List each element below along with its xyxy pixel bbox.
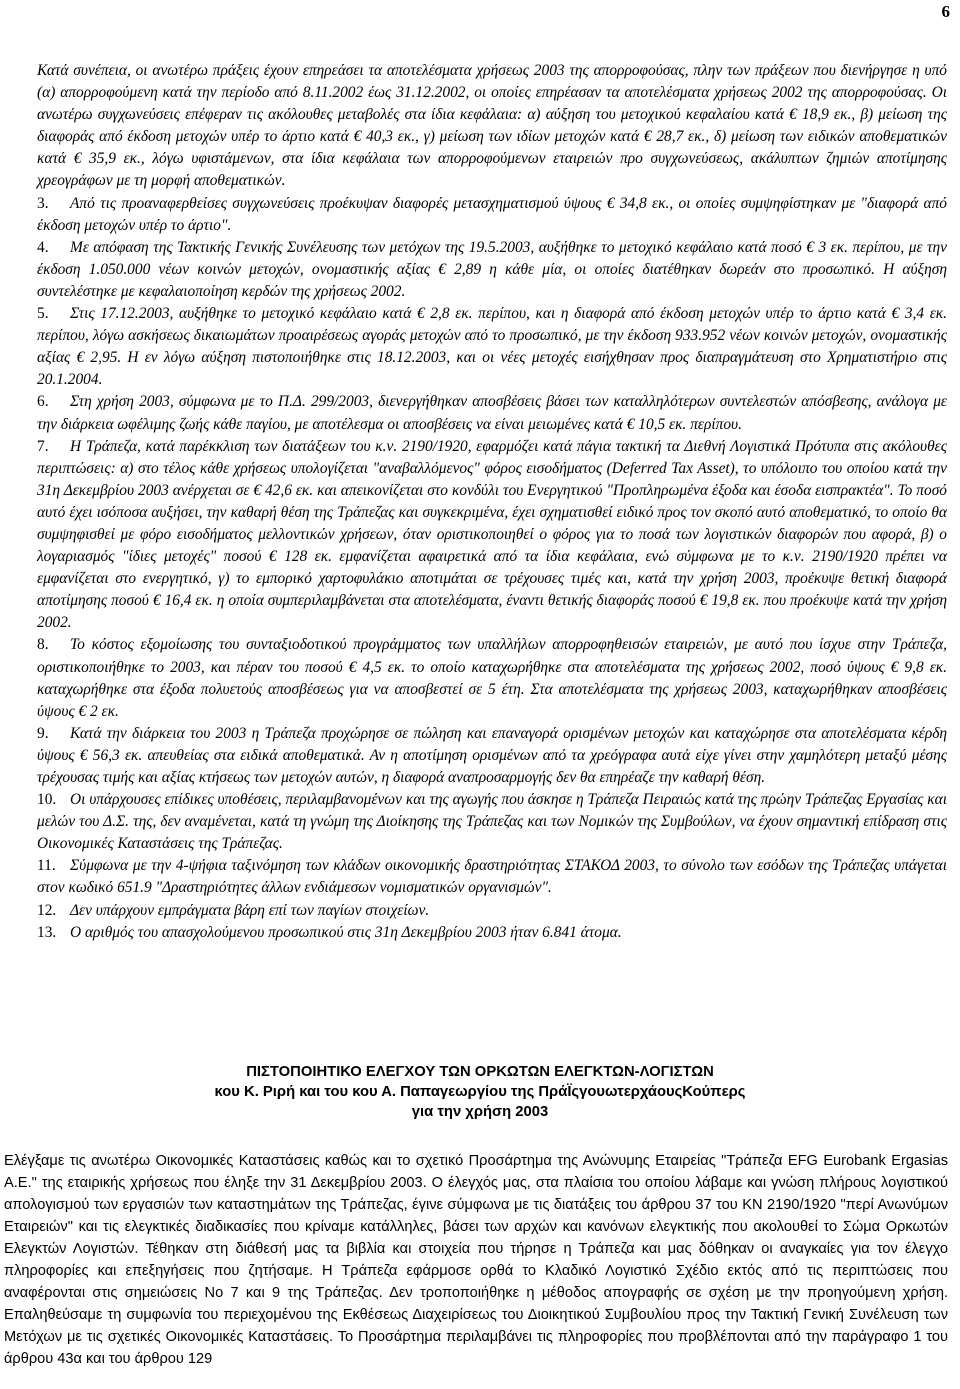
item-text: Το κόστος εξομοίωσης του συνταξιοδοτικού προγράμματος των υπαλλήλων απορροφηθεισών εταιρειών, με αυτό που ίσχυε στην Τράπεζα, οριστικοποιήθηκε το 2003, και πέραν του ποσού € 4,5 εκ. το οποίο καταχωρήθηκε στα αποτελέσματα της χρήσεως 2002, ποσό ύψους € 9,8 εκ. καταχωρήθηκε στα έξοδα πολυετούς αποσβέσεως για να αποσβεστεί σε 5 έτη. Στα αποτελέσματα της χρήσεως 2003, καταχωρήθηκαν αποσβέσεις ύψους € 2 εκ. — [37, 636, 947, 720]
list-item — [37, 193, 947, 237]
item-text: Κατά την διάρκεια του 2003 η Τράπεζα προχώρησε σε πώληση και επαναγορά ορισμένων μετοχών και καταχώρησε στα αποτελέσματα κέρδη ύψους € 56,3 εκ. απευθείας στα ειδικά αποθεματικά. Αν η αποτίμηση ορισμένων από τα χρεόγραφα αυτά είχε γίνει στην χαμηλότερη μεταξύ μέσης τρέχουσας τιμής και αξίας κτήσεως των μετοχών αυτών, η διαφορά αναπροσαρμογής δεν θα επηρέαζε την καθαρή θέση. — [37, 724, 947, 786]
list-item — [37, 634, 947, 722]
item-text: Η Τράπεζα, κατά παρέκκλιση των διατάξεων του κ.ν. 2190/1920, εφαρμόζει κατά πάγια τακτική τα Διεθνή Λογιστικά Πρότυπα στις ακόλουθες περιπτώσεις: α) στο τέλος κάθε χρήσεως υπολογίζεται "αναβαλλόμενος" φόρος εισοδήματος (Deferred Tax Asset), το υπόλοιπο του οποίου κατά την 31η Δεκεμβρίου 2003 ανέρχεται σε € 42,6 εκ. και απεικονίζεται στο κονδύλι του Ενεργητικού "Προπληρωμένα έξοδα και έσοδα εισπρακτέα". Το ποσό αυτό έχει ισόποσα αυξήσει, την καθαρή θέση της Τράπεζας και συγκεκριμένα, έχει σχηματισθεί ειδικό προς τον σκοπό αυτό αποθεματικό, το οποίο θα συμψηφισθεί με φόρο εισοδήματος μελλοντικών χρήσεων, όταν οριστικοποιηθεί ο φόρος για το ποσά των λογιστικών διαφορών που αφορά, β) ο λογαριασμός "ίδιες μετοχές" ποσού € 128 εκ. εμφανίζεται αφαιρετικά από τα ίδια κεφάλαια, ενώ σύμφωνα με το κ.ν. 2190/1920 πρέπει να εμφανίζεται στο ενεργητικό, γ) το εμπορικό χαρτοφυλάκιο αποτιμάται σε τρέχουσες τιμές και, κατά την χρήση 2003, προέκυψε θετική διαφορά αποτίμησης ποσού € 16,4 εκ. η οποία συμπεριλαμβάνεται στα αποτελέσματα, έναντι θετικής διαφοράς ποσού € 19,8 εκ. που προέκυψε κατά την χρήση 2002. — [37, 437, 947, 632]
certificate-heading — [0, 1062, 960, 1122]
notes-section — [37, 60, 947, 944]
item-text: Στις 17.12.2003, αυξήθηκε το μετοχικό κεφάλαιο κατά € 2,8 εκ. περίπου, και η διαφορά από έκδοση μετοχών υπέρ το άρτιο κατά € 3,4 εκ. περίπου, λόγω ασκήσεως δικαιωμάτων προαιρέσεως αγοράς μετοχών από το προσωπικό, με την έκδοση 933.952 νέων κοινών μετοχών, ονομαστικής αξίας € 2,95. Η εν λόγω αύξηση πιστοποιήθηκε στις 18.12.2003, και οι νέες μετοχές εισήχθησαν προς διαπραγμάτευση στο Χρηματιστήριο στις 20.1.2004. — [37, 305, 947, 389]
item-text: Από τις προαναφερθείσες συγχωνεύσεις προέκυψαν διαφορές μετασχηματισμού ύψους € 34,8 εκ., οι οποίες συμψηφίστηκαν με "διαφορά από έκδοση μετοχών υπέρ το άρτιο". — [37, 194, 947, 234]
item-text: Στη χρήση 2003, σύμφωνα με το Π.Δ. 299/2003, διενεργήθηκαν αποσβέσεις βάσει των καταλληλότερων συντελεστών απόσβεσης, ανάλογα με την διάρκεια ωφέλιμης ζωής κάθε παγίου, με αποτέλεσμα οι αποσβέσεις να είναι μειωμένες κατά € 10,5 εκ. περίπου. — [37, 393, 947, 433]
item-number: 8. — [37, 636, 49, 654]
item-number: 3. — [37, 194, 49, 212]
item-text: Δεν υπάρχουν εμπράγματα βάρη επί των παγίων στοιχείων. — [70, 901, 430, 919]
page-number: 6 — [941, 2, 950, 21]
item-text: Σύμφωνα με την 4-ψήφια ταξινόμηση των κλάδων οικονομικής δραστηριότητας ΣΤΑΚΟΔ 2003, το σύνολο των εσόδων της Τράπεζας υπάγεται στον κωδικό 651.9 "Δραστηριότητες άλλων ενδιάμεσων νομισματικών οργανισμών". — [37, 857, 947, 897]
fiscal-year-line: για την χρήση 2003 — [411, 1104, 549, 1120]
list-item — [37, 237, 947, 303]
list-item — [37, 723, 947, 789]
item-text: Ο αριθμός του απασχολούμενου προσωπικού στις 31η Δεκεμβρίου 2003 ήταν 6.841 άτομα. — [70, 923, 622, 941]
item-number: 7. — [37, 437, 49, 455]
item-number: 4. — [37, 238, 49, 256]
list-item — [37, 303, 947, 391]
intro-paragraph: Κατά συνέπεια, οι ανωτέρω πράξεις έχουν επηρεάσει τα αποτελέσματα χρήσεως 2003 της απορροφούσας, πλην των πράξεων που διενήργησε η υπό (α) απορροφούμενη κατά την περίοδο από 8.11.2002 έως 31.12.2002, οι οποίες επηρέασαν τα αποτελέσματα χρήσεως 2002 της απορροφούσας. Οι ανωτέρω συγχωνεύσεις επέφεραν τις ακόλουθες μεταβολές στα ίδια κεφάλαια: α) αύξηση του μετοχικού κεφαλαίου κατά € 18,9 εκ., β) μείωση της διαφοράς από έκδοση μετοχών υπέρ το άρτιο κατά € 40,3 εκ., γ) μείωση των ιδίων μετοχών κατά € 28,7 εκ., δ) μείωση των ειδικών αποθεματικών κατά € 35,9 εκ., λόγω υφιστάμενων, στα ίδια κεφάλαια των απορροφούμενων εταιρειών προ συγχωνεύσεως, ακάλυπτων ζημιών αποτίμησης χρεογράφων με τη μορφή αποθεματικών. — [37, 62, 947, 190]
audit-report-body: Ελέγξαμε τις ανωτέρω Οικονομικές Καταστάσεις καθώς και το σχετικό Προσάρτημα της Ανώνυμης Εταιρείας "Τράπεζα EFG Eurobank Ergasias Α.Ε." της εταιρικής χρήσεως που έληξε την 31 Δεκεμβρίου 2003. Ο έλεγχός μας, στα πλαίσια του οποίου λάβαμε και γνώση πλήρους λογιστικού απολογισμού των εργασιών των καταστημάτων της Τράπεζας, έγινε σύμφωνα με τις διατάξεις του άρθρου 37 του ΚΝ 2190/1920 "περί Ανωνύμων Εταιρειών" και τις ελεγκτικές διαδικασίες που κρίναμε κατάλληλες, βάσει των αρχών και κανόνων ελεγκτικής που ακολουθεί το Σώμα Ορκωτών Ελεγκτών Λογιστών. Τέθηκαν στη διάθεσή μας τα βιβλία και στοιχεία που τήρησε η Τράπεζα και μας δόθηκαν οι αναγκαίες για τον έλεγχο πληροφορίες και επεξηγήσεις που ζητήσαμε. Η Τράπεζα εφάρμοσε ορθά το Κλαδικό Λογιστικό Σχέδιο εκτός από τις περιπτώσεις που αναφέρονται στις σημειώσεις Νο 7 και 9 της Τράπεζας. Δεν τροποποιήθηκε η μέθοδος απογραφής σε σχέση με την προηγούμενη χρήση. Επαληθεύσαμε τη συμφωνία του περιεχομένου της Εκθέσεως Διαχειρίσεως του Διοικητικού Συμβουλίου προς την Τακτική Γενική Συνέλευση των Μετόχων με τις σχετικές Οικονομικές Καταστάσεις. Το Προσάρτημα περιλαμβάνει τις πληροφορίες που προβλέπονται από την παράγραφο 1 του άρθρου 43α και του άρθρου 129 — [4, 1153, 948, 1367]
list-item — [37, 391, 947, 435]
list-item — [37, 789, 947, 855]
item-text: Με απόφαση της Τακτικής Γενικής Συνέλευσης των μετόχων της 19.5.2003, αυξήθηκε το μετοχικό κεφάλαιο κατά ποσό € 3 εκ. περίπου, με την έκδοση 1.050.000 νέων κοινών μετοχών, ονομαστικής αξίας € 2,89 η κάθε μία, οι οποίες διατέθηκαν δωρεάν στο προσωπικό. Η αύξηση συντελέστηκε με κεφαλαιοποίηση κερδών της χρήσεως 2002. — [37, 238, 947, 300]
item-number: 13. — [37, 923, 57, 941]
item-number: 10. — [37, 791, 57, 809]
notes-list — [37, 193, 947, 944]
certificate-title: ΠΙΣΤΟΠΟΙΗΤΙΚΟ ΕΛΕΓΧΟΥ ΤΩΝ ΟΡΚΩΤΩΝ ΕΛΕΓΚΤΩΝ-ΛΟΓΙΣΤΩΝ — [246, 1064, 714, 1080]
item-number: 9. — [37, 724, 49, 742]
item-text: Οι υπάρχουσες επίδικες υποθέσεις, περιλαμβανομένων και της αγωγής που άσκησε η Τράπεζα Πειραιώς κατά της πρώην Τράπεζας Εργασίας και μελών του Δ.Σ. της, δεν αναμένεται, κατά τη γνώμη της Διοίκησης της Τράπεζας και των Νομικών της Συμβούλων, να έχουν σημαντική επίδραση στις Οικονομικές Καταστάσεις της Τράπεζας. — [37, 791, 947, 853]
item-number: 6. — [37, 393, 49, 411]
item-number: 5. — [37, 305, 49, 323]
list-item — [37, 900, 947, 922]
list-item — [37, 436, 947, 635]
auditors-line: κου Κ. Ριρή και του κου Α. Παπαγεωργίου της ΠράΪςγουωτερχάουςΚούπερς — [214, 1084, 746, 1100]
item-number: 12. — [37, 901, 57, 919]
list-item — [37, 855, 947, 899]
item-number: 11. — [37, 857, 56, 875]
list-item — [37, 922, 947, 944]
